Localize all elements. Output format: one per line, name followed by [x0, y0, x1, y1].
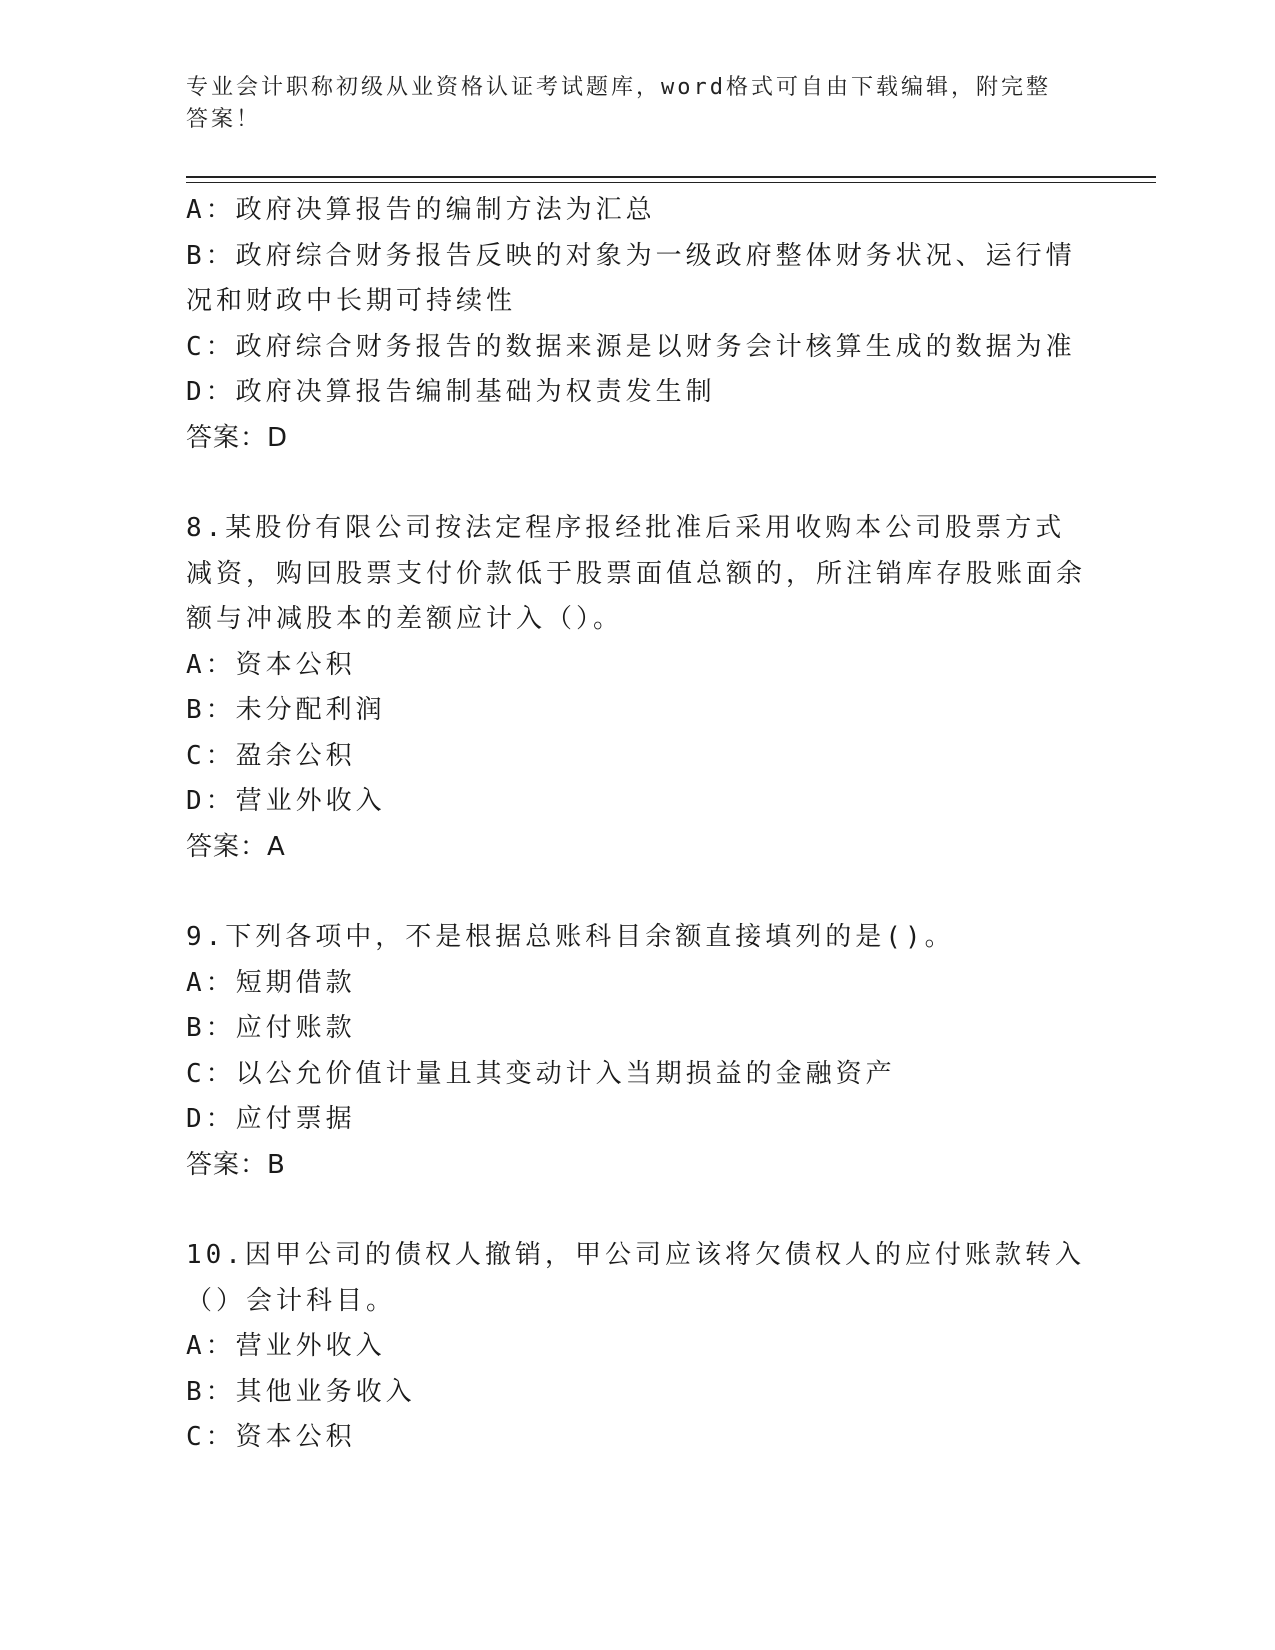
question-10: [186, 1233, 1086, 1461]
question-9: [186, 915, 1086, 1188]
question-text: 9.下列各项中，不是根据总账科目余额直接填列的是()。: [186, 922, 955, 952]
option-d: D：应付票据: [186, 1104, 356, 1134]
option-c: C：政府综合财务报告的数据来源是以财务会计核算生成的数据为准: [186, 331, 1076, 362]
option-b: B：未分配利润: [186, 695, 386, 725]
option-c: C：以公允价值计量且其变动计入当期损益的金融资产: [186, 1058, 896, 1089]
option-a: A：短期借款: [186, 967, 356, 998]
option-d: D：营业外收入: [186, 786, 386, 816]
spacer: [186, 1188, 1086, 1233]
answer: 答案：B: [186, 1149, 286, 1180]
spacer: [186, 870, 1086, 915]
question-text: 8.某股份有限公司按法定程序报经批准后采用收购本公司股票方式减资，购回股票支付价款低于股票面值总额的，所注销库存股账面余额与冲减股本的差额应计入（）。: [186, 513, 1087, 634]
option-a: A：政府决算报告的编制方法为汇总: [186, 195, 656, 225]
option-b: B：应付账款: [186, 1013, 356, 1043]
option-d: D：政府决算报告编制基础为权责发生制: [186, 377, 716, 407]
question-text: 10.因甲公司的债权人撤销，甲公司应该将欠债权人的应付账款转入（）会计科目。: [186, 1240, 1085, 1316]
question-list: [186, 188, 1086, 1461]
document-header: 专业会计职称初级从业资格认证考试题库，word格式可自由下载编辑，附完整答案！: [186, 75, 1051, 132]
answer: 答案：D: [186, 422, 289, 453]
option-c: C：资本公积: [186, 1422, 356, 1452]
header-rule-thin: [186, 182, 1156, 183]
option-a: A：资本公积: [186, 649, 356, 680]
answer: 答案：A: [186, 831, 286, 862]
option-a: A：营业外收入: [186, 1331, 386, 1361]
header-rule-thick: [186, 176, 1156, 178]
option-b: B：其他业务收入: [186, 1376, 416, 1407]
question-7: [186, 188, 1086, 461]
spacer: [186, 461, 1086, 506]
question-8: [186, 506, 1086, 870]
option-c: C：盈余公积: [186, 740, 356, 771]
option-b: B：政府综合财务报告反映的对象为一级政府整体财务状况、运行情况和财政中长期可持续性: [186, 240, 1076, 316]
